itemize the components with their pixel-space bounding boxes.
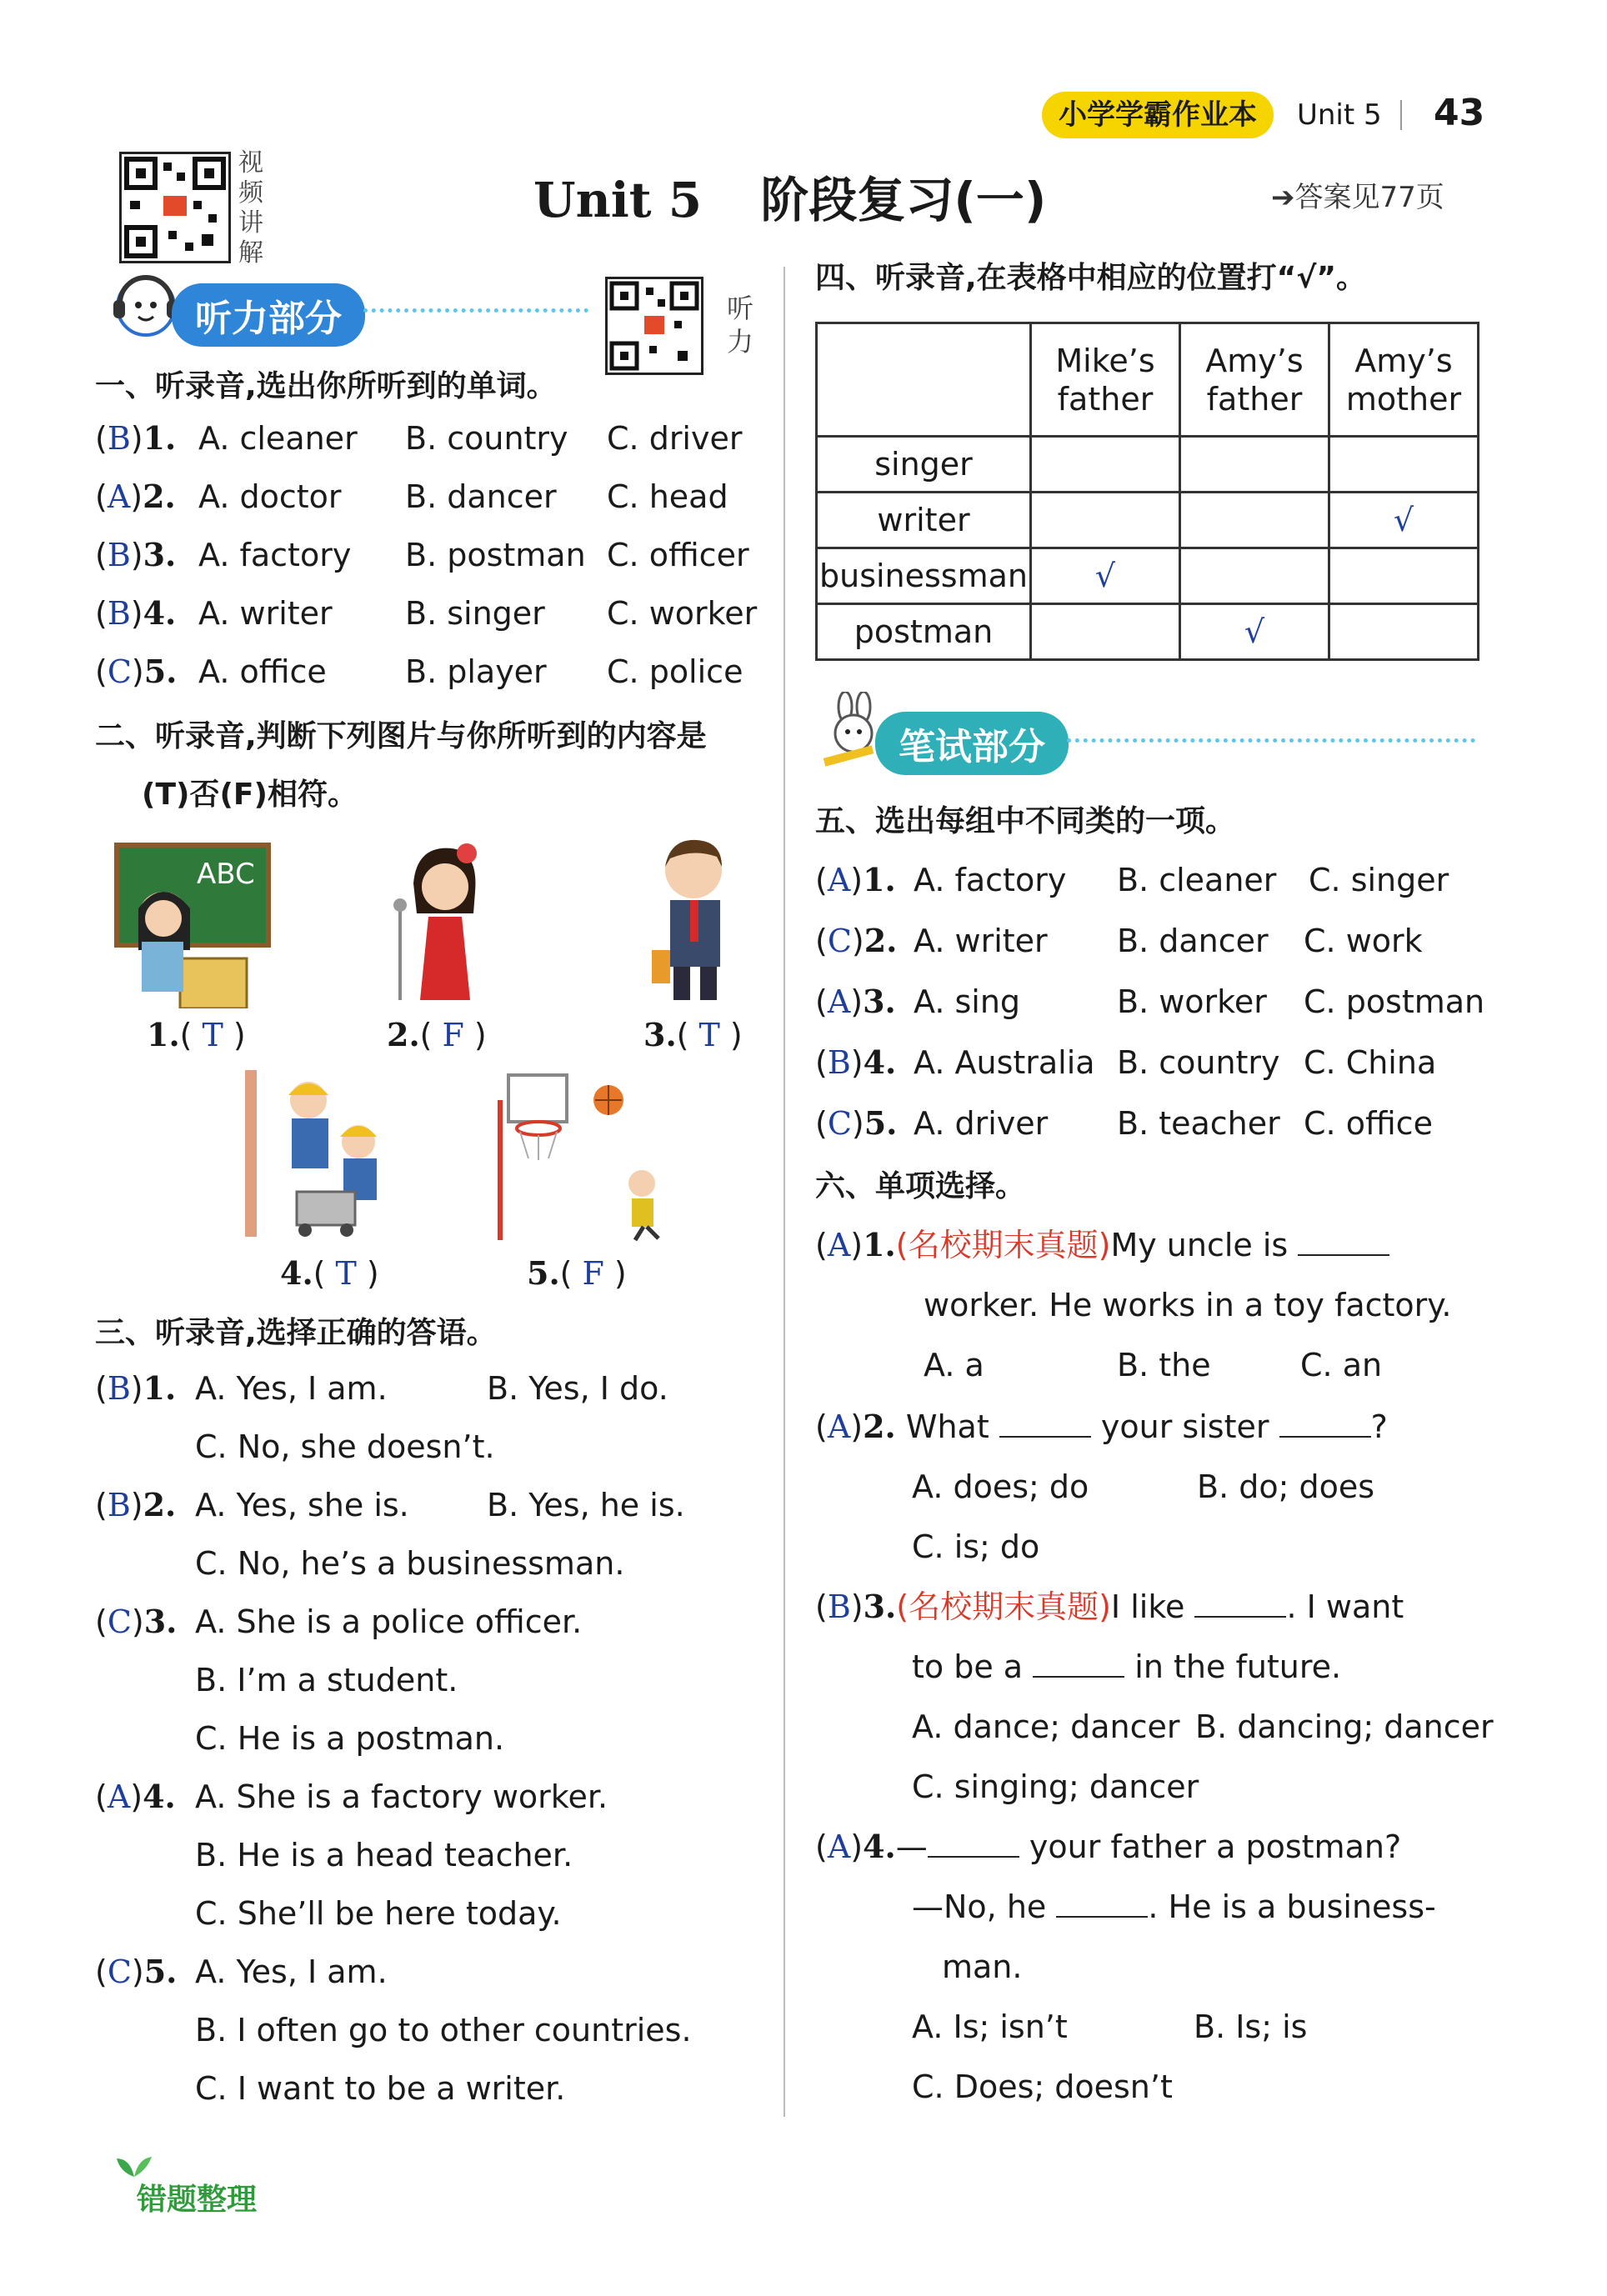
q1-item: (B)3. A. factory B. postman C. officer: [95, 536, 749, 573]
answer-letter: T: [698, 1017, 720, 1053]
q3-item: (C)5. A. Yes, I am. B. I often go to other countries. C. I want to be a writer.: [95, 1953, 692, 2107]
q4-header: 四、听录音,在表格中相应的位置打“√”。: [815, 261, 1367, 295]
q6-item-2-options-2: C. is; do: [912, 1528, 1040, 1565]
picture-businessman: [642, 833, 742, 1003]
check-cell[interactable]: [1329, 437, 1479, 493]
q5-item: (B)4. A. Australia B. country C. China: [815, 1043, 1437, 1081]
q1-list: [95, 420, 778, 712]
q2-label-1: 1.( T ): [147, 1016, 246, 1053]
answer-letter: A: [827, 983, 851, 1020]
q5-header: 五、选出每组中不同类的一项。: [815, 804, 1236, 838]
column-header: Amy’s father: [1180, 323, 1329, 437]
table-row: [817, 604, 1479, 660]
check-cell[interactable]: [1329, 548, 1479, 604]
picture-workers: [242, 1067, 400, 1245]
answer-letter: A: [107, 1778, 131, 1815]
check-cell[interactable]: √: [1031, 548, 1180, 604]
answer-blank[interactable]: [1056, 1889, 1148, 1918]
answer-letter: A: [827, 862, 851, 898]
table-corner: [817, 323, 1031, 437]
header-divider: [1400, 100, 1402, 130]
exam-tag: (名校期末真题): [895, 1227, 1111, 1263]
page-title: [533, 167, 1046, 246]
answer-letter: C: [827, 1105, 852, 1142]
q1-item: (A)2. A. doctor B. dancer C. head: [95, 478, 728, 515]
q6-item-1-options: A. a B. the C. an: [924, 1347, 1383, 1383]
table-row: [817, 493, 1479, 548]
board-text: ABC: [197, 858, 255, 891]
column-header: Amy’s mother: [1329, 323, 1479, 437]
q6-item-4: (A)4.— your father a postman?: [815, 1828, 1402, 1865]
businessman-illustration-icon: [642, 833, 742, 1000]
answer-letter: C: [107, 1603, 132, 1640]
check-cell[interactable]: [1329, 604, 1479, 660]
q4-table: [815, 322, 1479, 661]
q2-header-line2: (T)否(F)相符。: [142, 778, 358, 812]
row-label: postman: [817, 604, 1031, 660]
writing-section-banner: 笔试部分: [875, 712, 1069, 775]
q5-list: [815, 861, 1485, 1166]
q6-item-4-options-1: A. Is; isn’t B. Is; is: [912, 2008, 1308, 2045]
exam-tag: (名校期末真题): [896, 1588, 1111, 1625]
table-row: [817, 548, 1479, 604]
answer-blank[interactable]: [1033, 1649, 1124, 1678]
answer-letter: B: [827, 1588, 851, 1625]
row-label: businessman: [817, 548, 1031, 604]
q5-item: (A)3. A. sing B. worker C. postman: [815, 983, 1485, 1020]
video-qr-code[interactable]: [119, 152, 231, 263]
title-name: 阶段复习(一): [760, 172, 1047, 228]
q6-item-1-cont: worker. He works in a toy factory.: [924, 1287, 1452, 1323]
answer-letter: B: [107, 1370, 131, 1407]
q6-item-4-cont2: man.: [942, 1948, 1023, 1985]
answer-blank[interactable]: [999, 1409, 1091, 1438]
q3-header: 三、听录音,选择正确的答语。: [95, 1316, 497, 1350]
q6-item-3-options-1: A. dance; dancer B. dancing; dancer: [912, 1708, 1494, 1745]
q6-item-2: (A)2. What your sister ?: [815, 1408, 1388, 1445]
answer-letter: T: [335, 1255, 357, 1292]
row-label: singer: [817, 437, 1031, 493]
row-label: writer: [817, 493, 1031, 548]
picture-basketball: [483, 1067, 683, 1245]
q1-item: (B)4. A. writer B. singer C. worker: [95, 594, 758, 632]
answer-letter: A: [827, 1408, 851, 1445]
answer-letter: B: [107, 1487, 131, 1523]
q6-item-2-options-1: A. does; do B. do; does: [912, 1468, 1375, 1505]
q1-header: 一、听录音,选出你所听到的单词。: [95, 369, 557, 403]
q2-label-2: 2.( F ): [387, 1016, 487, 1053]
q6-item-3: (B)3.(名校期末真题)I like . I want: [815, 1588, 1404, 1625]
answer-letter: C: [107, 653, 132, 690]
footer-leaf: [113, 2153, 155, 2182]
answer-letter: B: [107, 537, 131, 573]
table-row: [817, 437, 1479, 493]
q6-item-1: (A)1.(名校期末真题)My uncle is: [815, 1227, 1389, 1263]
picture-teacher: [113, 842, 272, 1012]
q2-label-3: 3.( T ): [643, 1016, 743, 1053]
q4-table-wrap: [815, 322, 1479, 661]
q6-item-4-cont: —No, he . He is a business-: [912, 1888, 1436, 1925]
q3-item: (B)2. A. Yes, she is. B. Yes, he is. C. No, he’s a businessman.: [95, 1486, 685, 1582]
q5-item: (C)5. A. driver B. teacher C. office: [815, 1104, 1433, 1142]
q6-item-3-cont: to be a in the future.: [912, 1648, 1342, 1685]
footer-label: 错题整理: [137, 2183, 258, 2217]
check-cell[interactable]: √: [1180, 604, 1329, 660]
check-cell[interactable]: [1031, 437, 1180, 493]
header-unit: Unit 5: [1297, 98, 1382, 132]
q5-item: (A)1. A. factory B. cleaner C. singer: [815, 861, 1449, 898]
teacher-illustration-icon: [113, 842, 272, 1008]
q2-header-line1: 二、听录音,判断下列图片与你所听到的内容是: [95, 719, 707, 753]
q3-item: (B)1. A. Yes, I am. B. Yes, I do. C. No, she doesn’t.: [95, 1369, 668, 1465]
video-qr-label: 视频讲解: [238, 148, 263, 268]
q1-item: (B)1. A. cleaner B. country C. driver: [95, 419, 743, 457]
answer-letter: T: [202, 1017, 223, 1053]
q3-item: (C)3. A. She is a police officer. B. I’m a student. C. He is a postman.: [95, 1603, 583, 1757]
answer-blank[interactable]: [1279, 1409, 1371, 1438]
q2-label-4: 4.( T ): [280, 1254, 379, 1292]
answer-letter: C: [107, 1953, 132, 1990]
answer-letter: A: [827, 1828, 851, 1865]
writing-banner-dots: [1067, 738, 1475, 743]
q6-item-3-options-2: C. singing; dancer: [912, 1768, 1199, 1805]
check-cell[interactable]: [1180, 548, 1329, 604]
answer-letter: F: [442, 1017, 464, 1053]
workers-illustration-icon: [242, 1067, 400, 1242]
listening-qr-code[interactable]: [605, 277, 703, 375]
q2-label-5: 5.( F ): [527, 1254, 627, 1292]
leaf-icon: [113, 2153, 155, 2178]
column-divider: [783, 267, 785, 2117]
check-cell[interactable]: [1180, 437, 1329, 493]
answer-letter: B: [827, 1044, 851, 1081]
q1-item: (C)5. A. office B. player C. police: [95, 653, 743, 690]
answer-blank[interactable]: [1194, 1589, 1286, 1618]
singer-illustration-icon: [375, 833, 508, 1000]
answer-blank[interactable]: [1298, 1228, 1389, 1256]
picture-singer: [375, 833, 508, 1003]
answer-letter: B: [107, 420, 131, 457]
listening-section-banner: 听力部分: [172, 283, 365, 347]
q5-item: (C)2. A. writer B. dancer C. work: [815, 922, 1423, 959]
qr-code-icon: [122, 154, 228, 261]
answer-letter: A: [107, 478, 131, 515]
arrow-right-icon: ➔: [1271, 181, 1295, 214]
qr-code-icon: [608, 279, 701, 373]
check-cell[interactable]: [1031, 493, 1180, 548]
listening-banner-dots: [363, 308, 588, 313]
listening-qr-label: 听力: [727, 293, 754, 358]
basketball-illustration-icon: [483, 1067, 683, 1242]
answer-reference: ➔答案见77页: [1271, 181, 1444, 214]
answer-blank[interactable]: [928, 1829, 1019, 1858]
q3-item: (A)4. A. She is a factory worker. B. He is a head teacher. C. She’ll be here today.: [95, 1778, 608, 1932]
answer-letter: B: [107, 595, 131, 632]
answer-letter: C: [827, 923, 852, 959]
page-number: 43: [1434, 92, 1485, 134]
check-cell[interactable]: √: [1329, 493, 1479, 548]
column-header: Mike’s father: [1031, 323, 1180, 437]
brand-badge: 小学学霸作业本: [1042, 92, 1274, 138]
check-cell[interactable]: [1180, 493, 1329, 548]
q6-item-4-options-2: C. Does; doesn’t: [912, 2068, 1173, 2105]
title-unit: Unit 5: [533, 172, 703, 228]
check-cell[interactable]: [1031, 604, 1180, 660]
q6-header: 六、单项选择。: [815, 1169, 1026, 1203]
answer-letter: F: [582, 1255, 604, 1292]
answer-letter: A: [827, 1227, 851, 1263]
